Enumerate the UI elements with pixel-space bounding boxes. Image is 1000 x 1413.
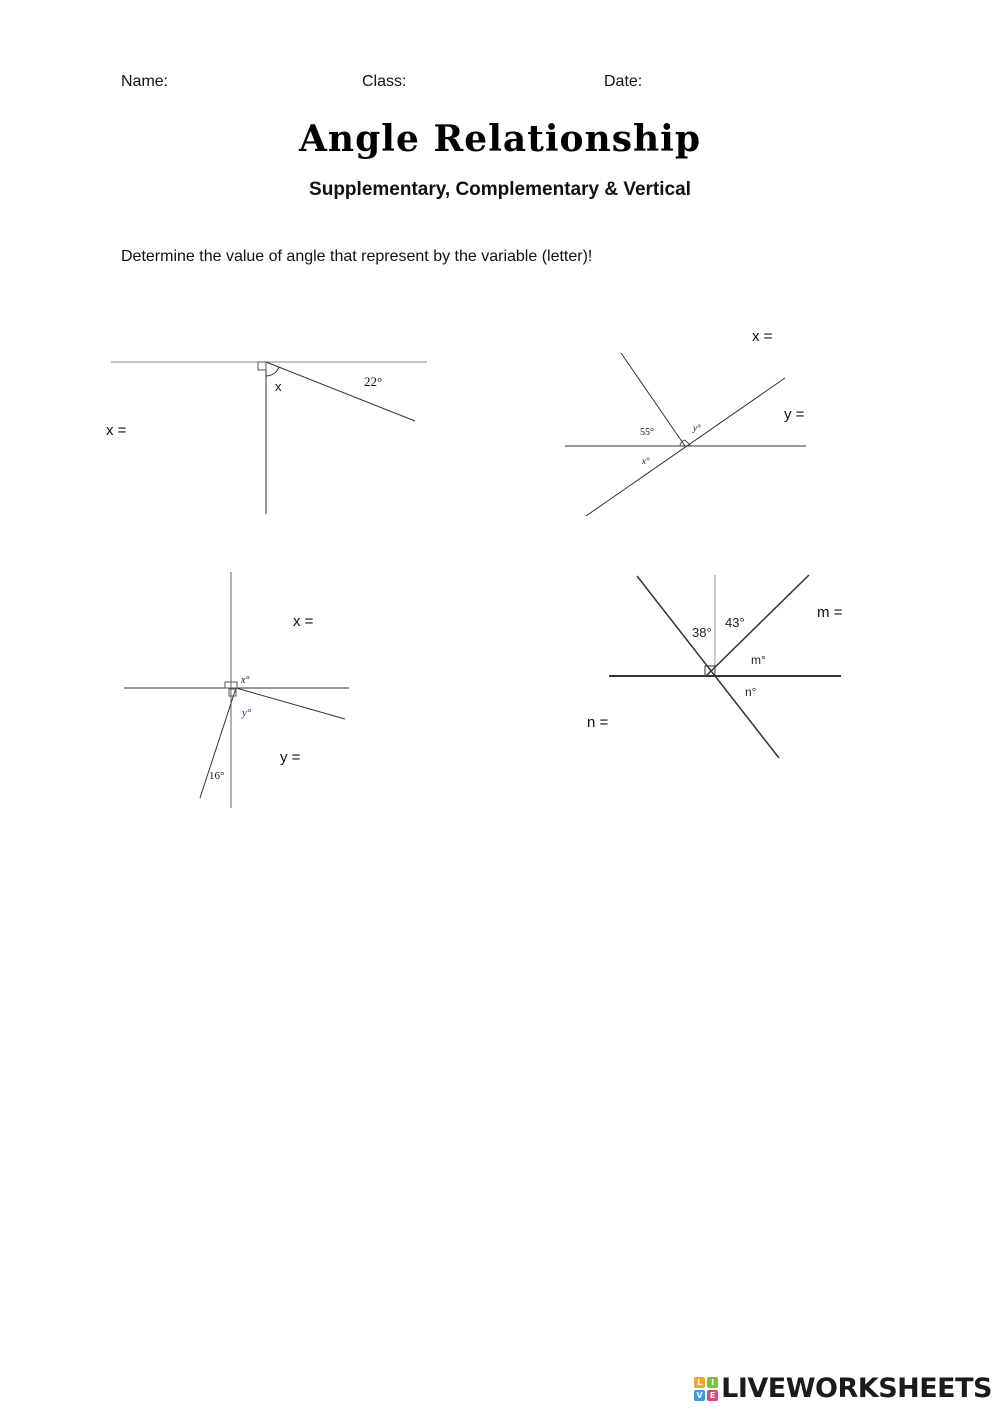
fig4-answer-m[interactable]: m = bbox=[817, 604, 843, 621]
liveworksheets-badge[interactable] bbox=[694, 1373, 992, 1404]
fig2-angle-x-label: x° bbox=[642, 456, 650, 466]
fig2-answer-y[interactable]: y = bbox=[784, 406, 805, 423]
fig1-answer-x[interactable]: x = bbox=[106, 422, 127, 439]
fig4-angle-38-label: 38° bbox=[692, 625, 712, 640]
date-label: Date: bbox=[604, 73, 643, 90]
fig3-angle-x-label: x° bbox=[241, 675, 250, 686]
liveworksheets-logo-icon bbox=[694, 1377, 718, 1401]
liveworksheets-brand-text: LIVEWORKSHEETS bbox=[721, 1373, 992, 1404]
figure-1 bbox=[111, 362, 427, 514]
fig4-angle-m-label: m° bbox=[751, 653, 766, 667]
logo-tile-l: L bbox=[694, 1377, 705, 1388]
worksheet-subtitle: Supplementary, Complementary & Vertical bbox=[309, 179, 691, 200]
fig2-angle-55-label: 55° bbox=[640, 427, 654, 438]
name-label: Name: bbox=[121, 73, 169, 90]
fig2-answer-x[interactable]: x = bbox=[752, 328, 773, 345]
logo-tile-i: I bbox=[707, 1377, 718, 1388]
fig4-answer-n[interactable]: n = bbox=[587, 714, 609, 731]
fig3-angle-16-label: 16° bbox=[209, 770, 225, 782]
fig1-angle-22-label: 22° bbox=[364, 374, 383, 389]
fig4-angle-n-label: n° bbox=[745, 685, 757, 699]
logo-tile-e: E bbox=[707, 1390, 718, 1401]
figure-3 bbox=[124, 572, 349, 808]
fig4-angle-43-label: 43° bbox=[725, 615, 745, 630]
fig2-angle-y-label: y° bbox=[693, 423, 701, 433]
fig3-answer-y[interactable]: y = bbox=[280, 749, 301, 766]
worksheet-title: Angle Relationship bbox=[299, 118, 701, 160]
fig1-angle-x-label: x bbox=[275, 379, 282, 394]
class-label: Class: bbox=[362, 73, 407, 90]
figure-2 bbox=[565, 353, 806, 516]
fig3-angle-y-label: y° bbox=[242, 707, 252, 719]
logo-tile-v: V bbox=[694, 1390, 705, 1401]
figure-4 bbox=[609, 575, 841, 758]
fig3-answer-x[interactable]: x = bbox=[293, 613, 314, 630]
instruction-text: Determine the value of angle that represent by the variable (letter)! bbox=[121, 248, 593, 265]
